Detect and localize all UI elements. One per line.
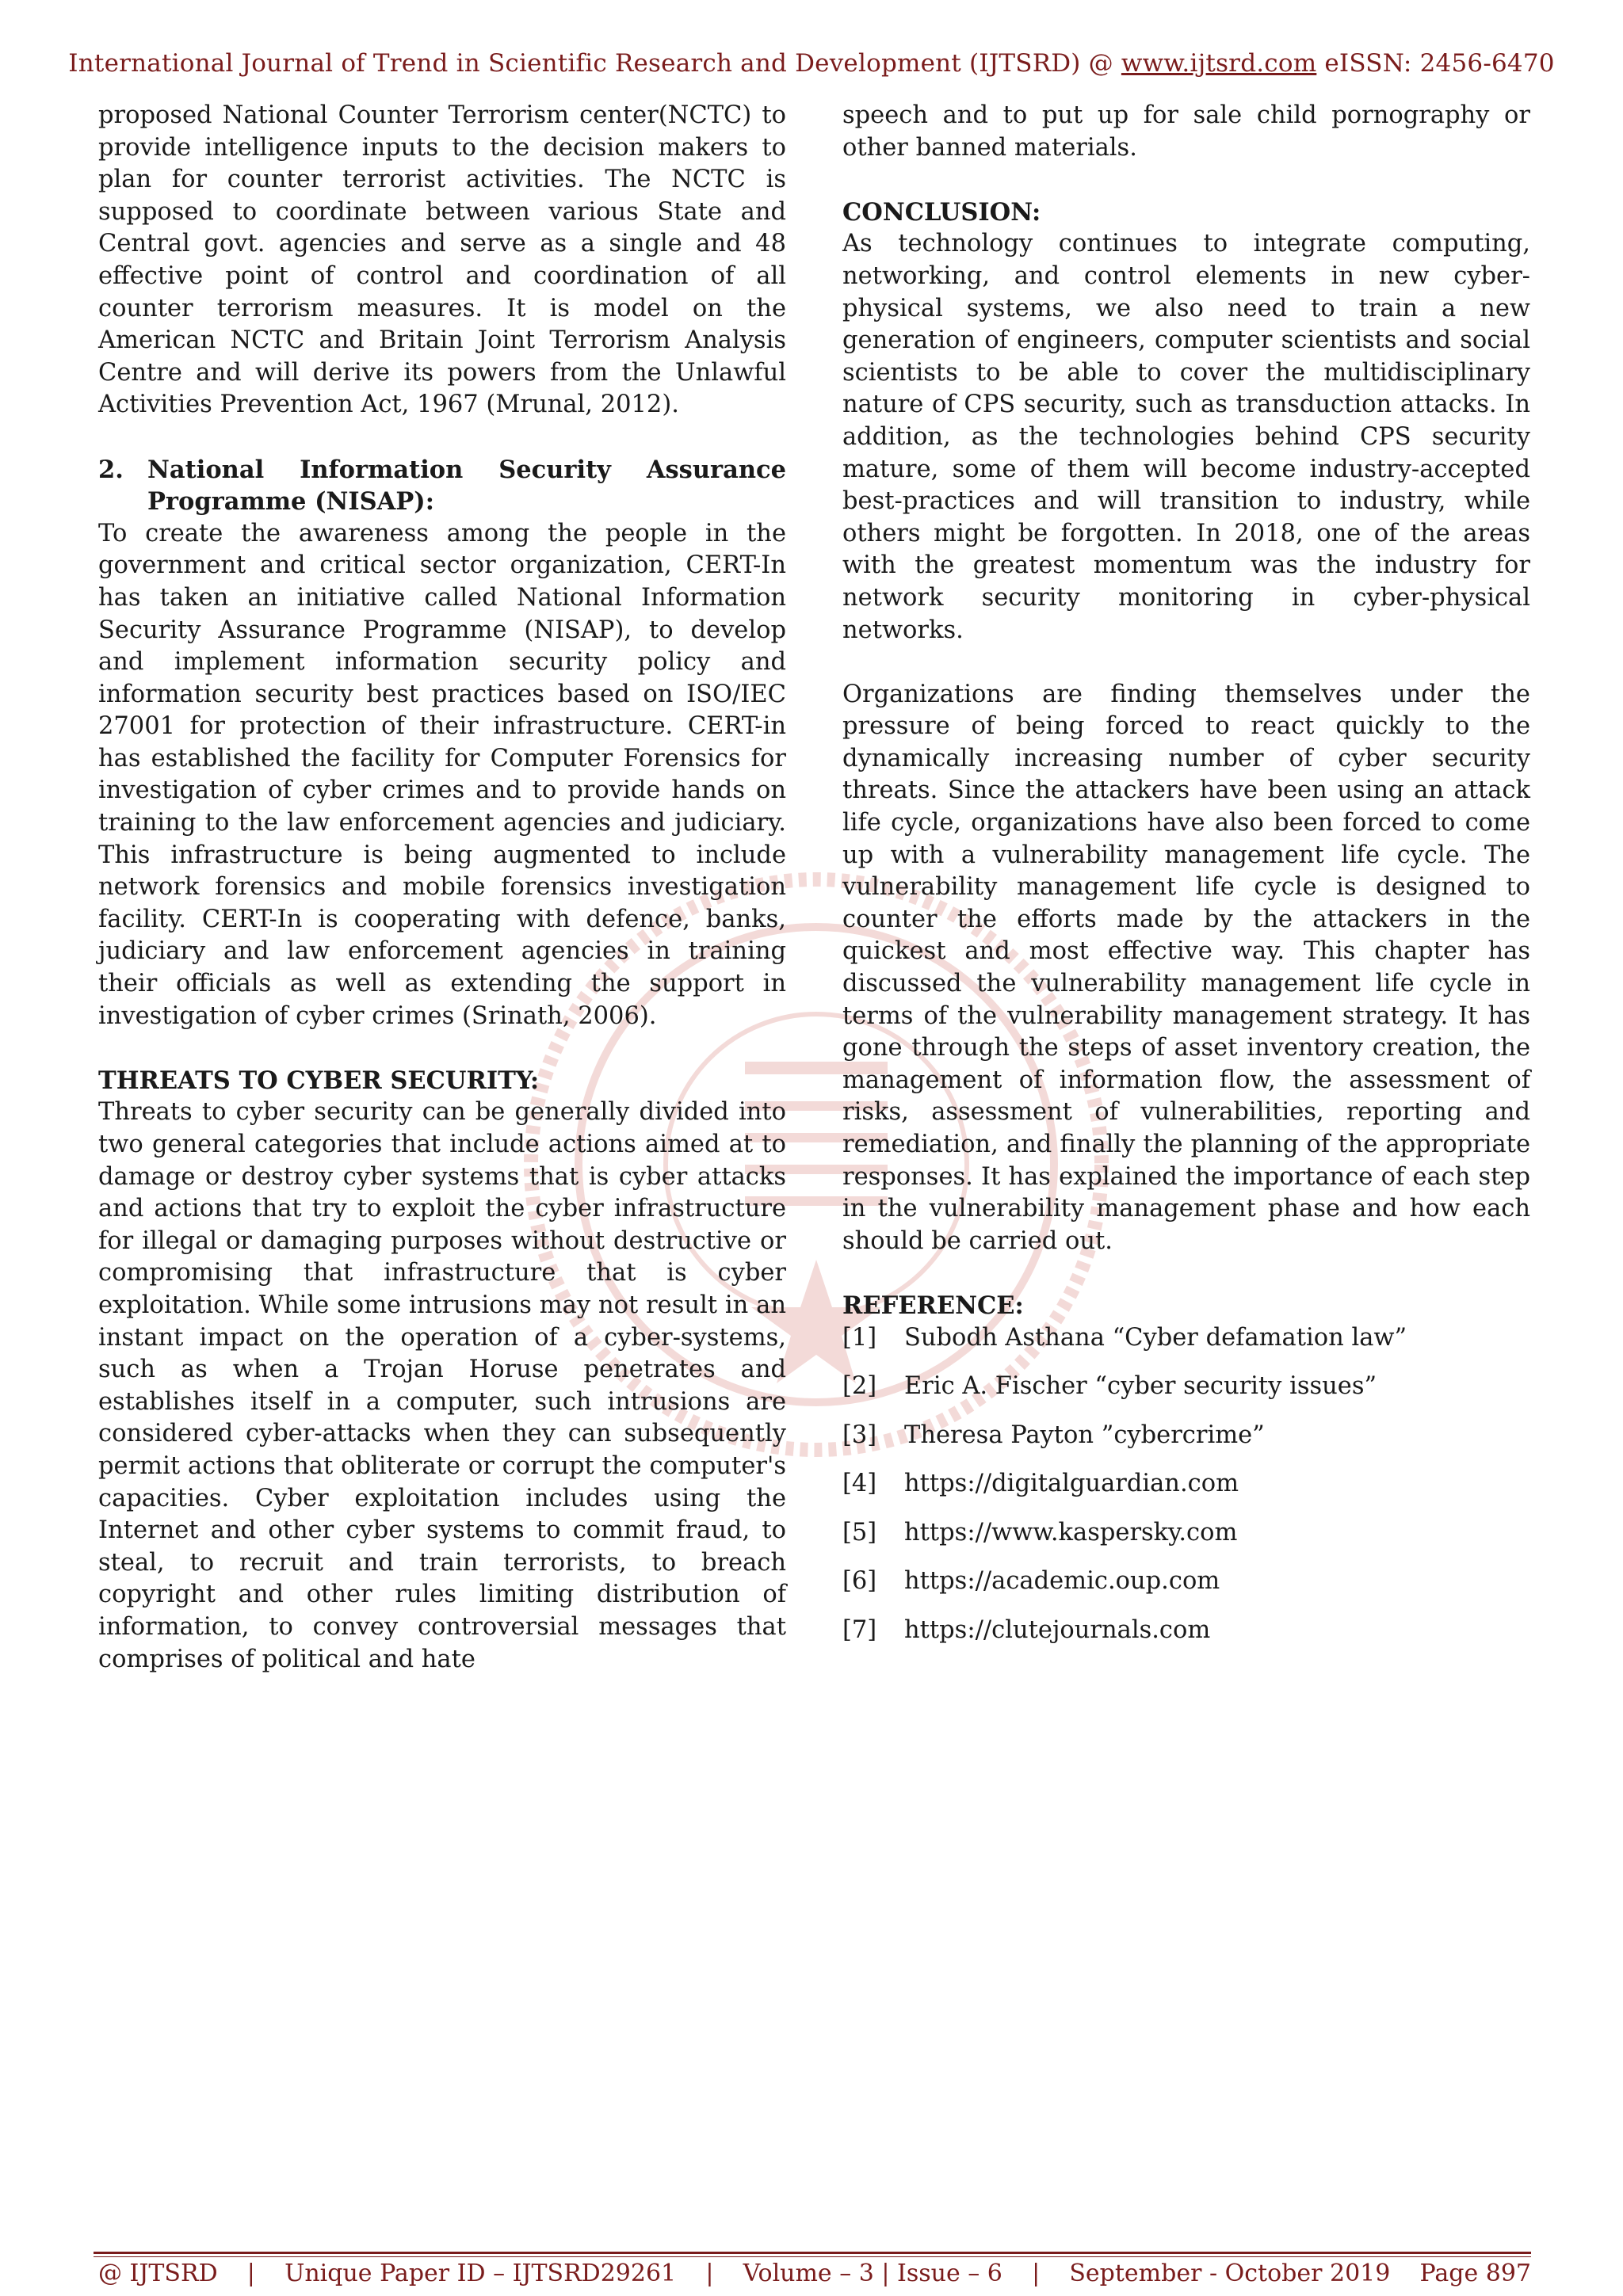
footer-separator: | xyxy=(246,2260,255,2287)
running-footer xyxy=(98,2260,1531,2287)
header-issn: eISSN: 2456-6470 xyxy=(1316,49,1555,78)
footer-date: September - October 2019 xyxy=(1069,2260,1391,2287)
reference-item: [2] Eric A. Fischer “cyber security issues” xyxy=(842,1372,1377,1401)
paragraph-continuation: speech and to put up for sale child pornography or other banned materials. xyxy=(842,101,1530,162)
section-heading-line1: National Information Security Assurance xyxy=(147,455,786,484)
footer-site: @ IJTSRD xyxy=(98,2260,218,2287)
paragraph-nctc: proposed National Counter Terrorism center(NCTC) to provide intelligence inputs to the decision makers to plan for counter terrorist activities. The NCTC is supposed to coordinate between various State and Central govt. agencies and serve as a single and 48 effective point of control and coordination of all counter terrorism measures. It is model on the American NCTC and Britain Joint Terrorism Analysis Centre and will derive its powers from the Unlawful Activities Prevention Act, 1967 (Mrunal, 2012). xyxy=(98,101,786,419)
footer-page-number: Page 897 xyxy=(1419,2260,1531,2287)
footer-separator: | xyxy=(1032,2260,1041,2287)
section-heading-nisap xyxy=(98,454,786,518)
reference-item: [7] https://clutejournals.com xyxy=(842,1615,1211,1644)
right-column xyxy=(842,100,1530,1663)
header-journal-name: International Journal of Trend in Scientific Research and Development (IJTSRD) @ xyxy=(68,49,1121,78)
paragraph-conclusion-1: As technology continues to integrate computing, networking, and control elements in new cyber- physical systems, we also need to train a new generation of engineers, computer scientists and social scientists to be able to cover the multidisciplinary nature of CPS security, such as transduction attacks. In addition, as the technologies behind CPS security mature, some of them will become industry-accepted best-practices and will transition to industry, while others might be forgotten. In 2018, one of the areas with the greatest momentum was the industry for network security monitoring in cyber-physical networks. xyxy=(842,230,1530,644)
header-website-link[interactable]: www.ijtsrd.com xyxy=(1121,49,1317,78)
section-heading-threats: THREATS TO CYBER SECURITY: xyxy=(98,1066,540,1095)
paragraph-conclusion-2: Organizations are finding themselves under the pressure of being forced to react quickly to the dynamically increasing number of cyber security threats. Since the attackers have been using an attack life cycle, organizations have also been forced to come up with a vulnerability management life cycle. The vulnerability management life cycle is designed to counter the efforts made by the attackers in the quickest and most effective way. This chapter has discussed the vulnerability management life cycle in terms of the vulnerability management strategy. It has gone through the steps of asset inventory creation, the management of information flow, the assessment of risks, assessment of vulnerabilities, reporting and remediation, and finally the planning of the appropriate responses. It has explained the importance of each step in the vulnerability management phase and how each should be carried out. xyxy=(842,680,1530,1255)
section-heading-line2: Programme (NISAP): xyxy=(147,487,434,517)
footer-rule xyxy=(94,2252,1531,2254)
reference-item: [5] https://www.kaspersky.com xyxy=(842,1518,1238,1547)
running-header xyxy=(0,49,1623,78)
left-column xyxy=(98,100,786,1676)
reference-item: [1] Subodh Asthana “Cyber defamation law” xyxy=(842,1323,1407,1352)
reference-item: [3] Theresa Payton ”cybercrime” xyxy=(842,1421,1265,1449)
footer-rule-thin xyxy=(94,2256,1531,2257)
paragraph-threats: Threats to cyber security can be generally divided into two general categories that include actions aimed at to damage or destroy cyber systems that is cyber attacks and actions that try to exploit the cyber infrastructure for illegal or damaging purposes without destructive or compromising that infrastructure that is cyber exploitation. While some intrusions may not result in an instant impact on the operation of a cyber-systems, such as when a Trojan Horuse penetrates and establishes itself in a computer, such intrusions are considered cyber-attacks when they can subsequently permit actions that obliterate or corrupt the computer's capacities. Cyber exploitation includes using the Internet and other cyber systems to commit fraud, to steal, to recruit and train terrorists, to breach copyright and other rules limiting distribution of information, to convey controversial messages that comprises of political and hate xyxy=(98,1098,786,1673)
reference-item: [6] https://academic.oup.com xyxy=(842,1567,1220,1596)
footer-volume-issue: Volume – 3 | Issue – 6 xyxy=(743,2260,1002,2287)
section-heading-conclusion: CONCLUSION: xyxy=(842,197,1041,227)
section-number: 2. xyxy=(98,455,124,484)
section-heading-reference: REFERENCE: xyxy=(842,1291,1024,1320)
footer-paper-id: Unique Paper ID – IJTSRD29261 xyxy=(285,2260,677,2287)
reference-item: [4] https://digitalguardian.com xyxy=(842,1470,1239,1498)
footer-separator: | xyxy=(705,2260,714,2287)
reference-list xyxy=(842,1322,1530,1664)
paragraph-nisap: To create the awareness among the people in the government and critical sector organization, CERT-In has taken an initiative called National Information Security Assurance Programme (NISAP), to develop and implement information security policy and information security best practices based on ISO/IEC 27001 for protection of their infrastructure. CERT-in has established the facility for Computer Forensics for investigation of cyber crimes and to provide hands on training to the law enforcement agencies and judiciary. This infrastructure is being augmented to include network forensics and mobile forensics investigation facility. CERT-In is cooperating with defence, banks, judiciary and law enforcement agencies in training their officials as well as extending the support in investigation of cyber crimes (Srinath, 2006). xyxy=(98,519,786,1030)
